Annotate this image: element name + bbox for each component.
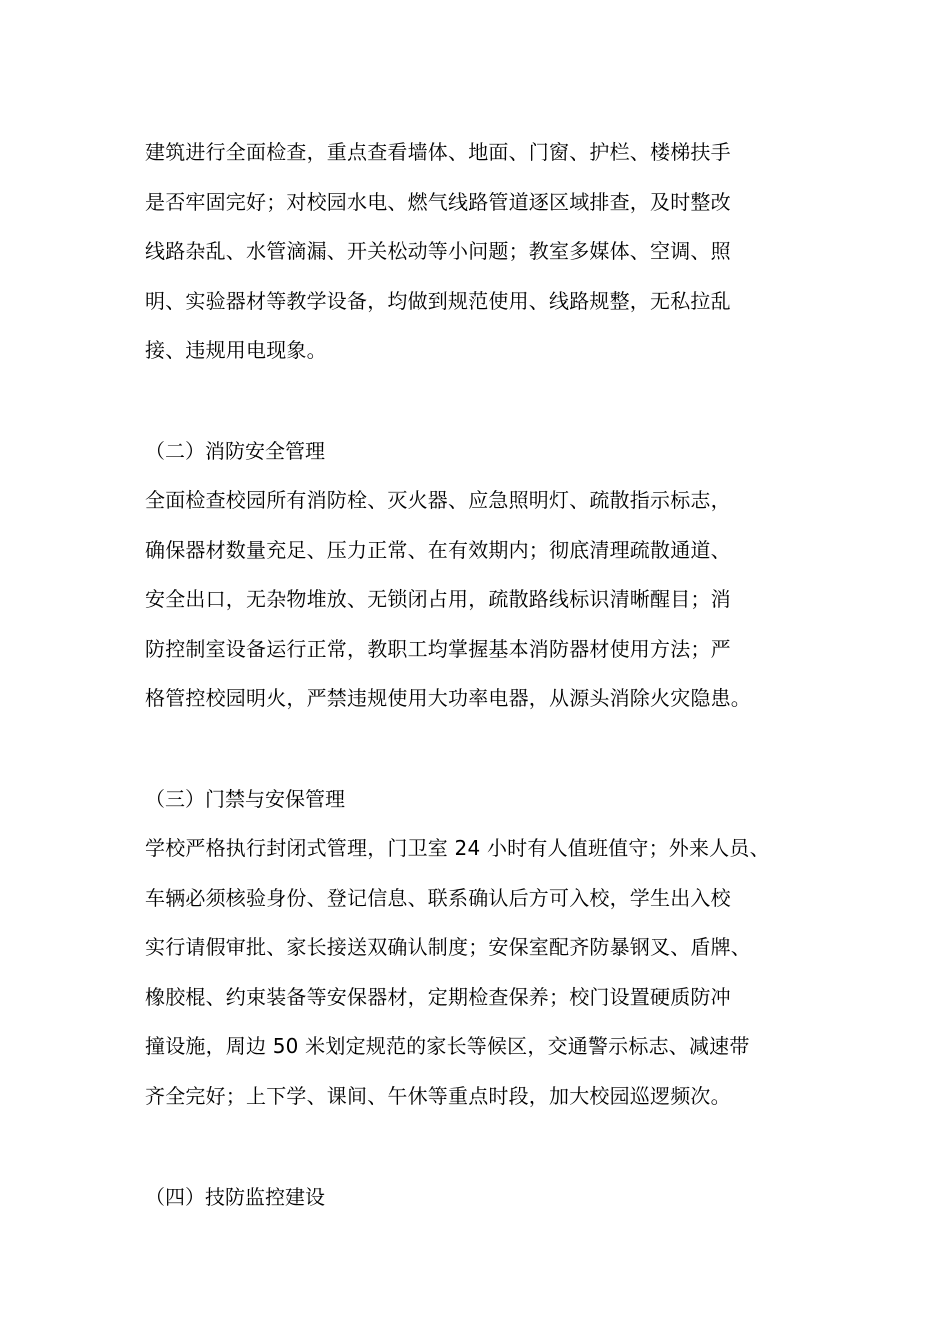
section-heading-access-control: （三）门禁与安保管理 xyxy=(145,787,345,811)
paragraph-line: 齐全完好；上下学、课间、午休等重点时段，加大校园巡逻频次。 xyxy=(145,1083,731,1108)
section-heading-surveillance: （四）技防监控建设 xyxy=(145,1185,325,1209)
paragraph-line: 确保器材数量充足、压力正常、在有效期内；彻底清理疏散通道、 xyxy=(145,537,731,562)
paragraph-line: 接、违规用电现象。 xyxy=(145,338,327,363)
paragraph-line: 格管控校园明火，严禁违规使用大功率电器，从源头消除火灾隐患。 xyxy=(145,686,751,711)
paragraph-line: 学校严格执行封闭式管理，门卫室 24 小时有人值班值守；外来人员、 xyxy=(145,836,770,860)
paragraph-line: 车辆必须核验身份、登记信息、联系确认后方可入校，学生出入校 xyxy=(145,885,731,910)
paragraph-fire-safety xyxy=(145,476,825,724)
paragraph-line: 防控制室设备运行正常，教职工均掌握基本消防器材使用方法；严 xyxy=(145,636,731,661)
paragraph-line: 是否牢固完好；对校园水电、燃气线路管道逐区域排查，及时整改 xyxy=(145,189,731,214)
section-heading-fire-safety: （二）消防安全管理 xyxy=(145,439,325,463)
paragraph-building-safety xyxy=(145,128,825,376)
paragraph-line: 全面检查校园所有消防栓、灭火器、应急照明灯、疏散指示标志， xyxy=(145,488,731,512)
paragraph-access-control xyxy=(145,824,825,1122)
paragraph-line: 安全出口，无杂物堆放、无锁闭占用，疏散路线标识清晰醒目；消 xyxy=(145,587,731,612)
paragraph-line: 橡胶棍、约束装备等安保器材，定期检查保养；校门设置硬质防冲 xyxy=(145,984,731,1009)
paragraph-line: 明、实验器材等教学设备，均做到规范使用、线路规整，无私拉乱 xyxy=(145,288,731,313)
paragraph-line: 撞设施，周边 50 米划定规范的家长等候区，交通警示标志、减速带 xyxy=(145,1034,750,1059)
paragraph-line: 实行请假审批、家长接送双确认制度；安保室配齐防暴钢叉、盾牌、 xyxy=(145,935,751,960)
paragraph-line: 线路杂乱、水管滴漏、开关松动等小问题；教室多媒体、空调、照 xyxy=(145,239,731,264)
paragraph-line: 建筑进行全面检查，重点查看墙体、地面、门窗、护栏、楼梯扶手 xyxy=(145,140,731,164)
